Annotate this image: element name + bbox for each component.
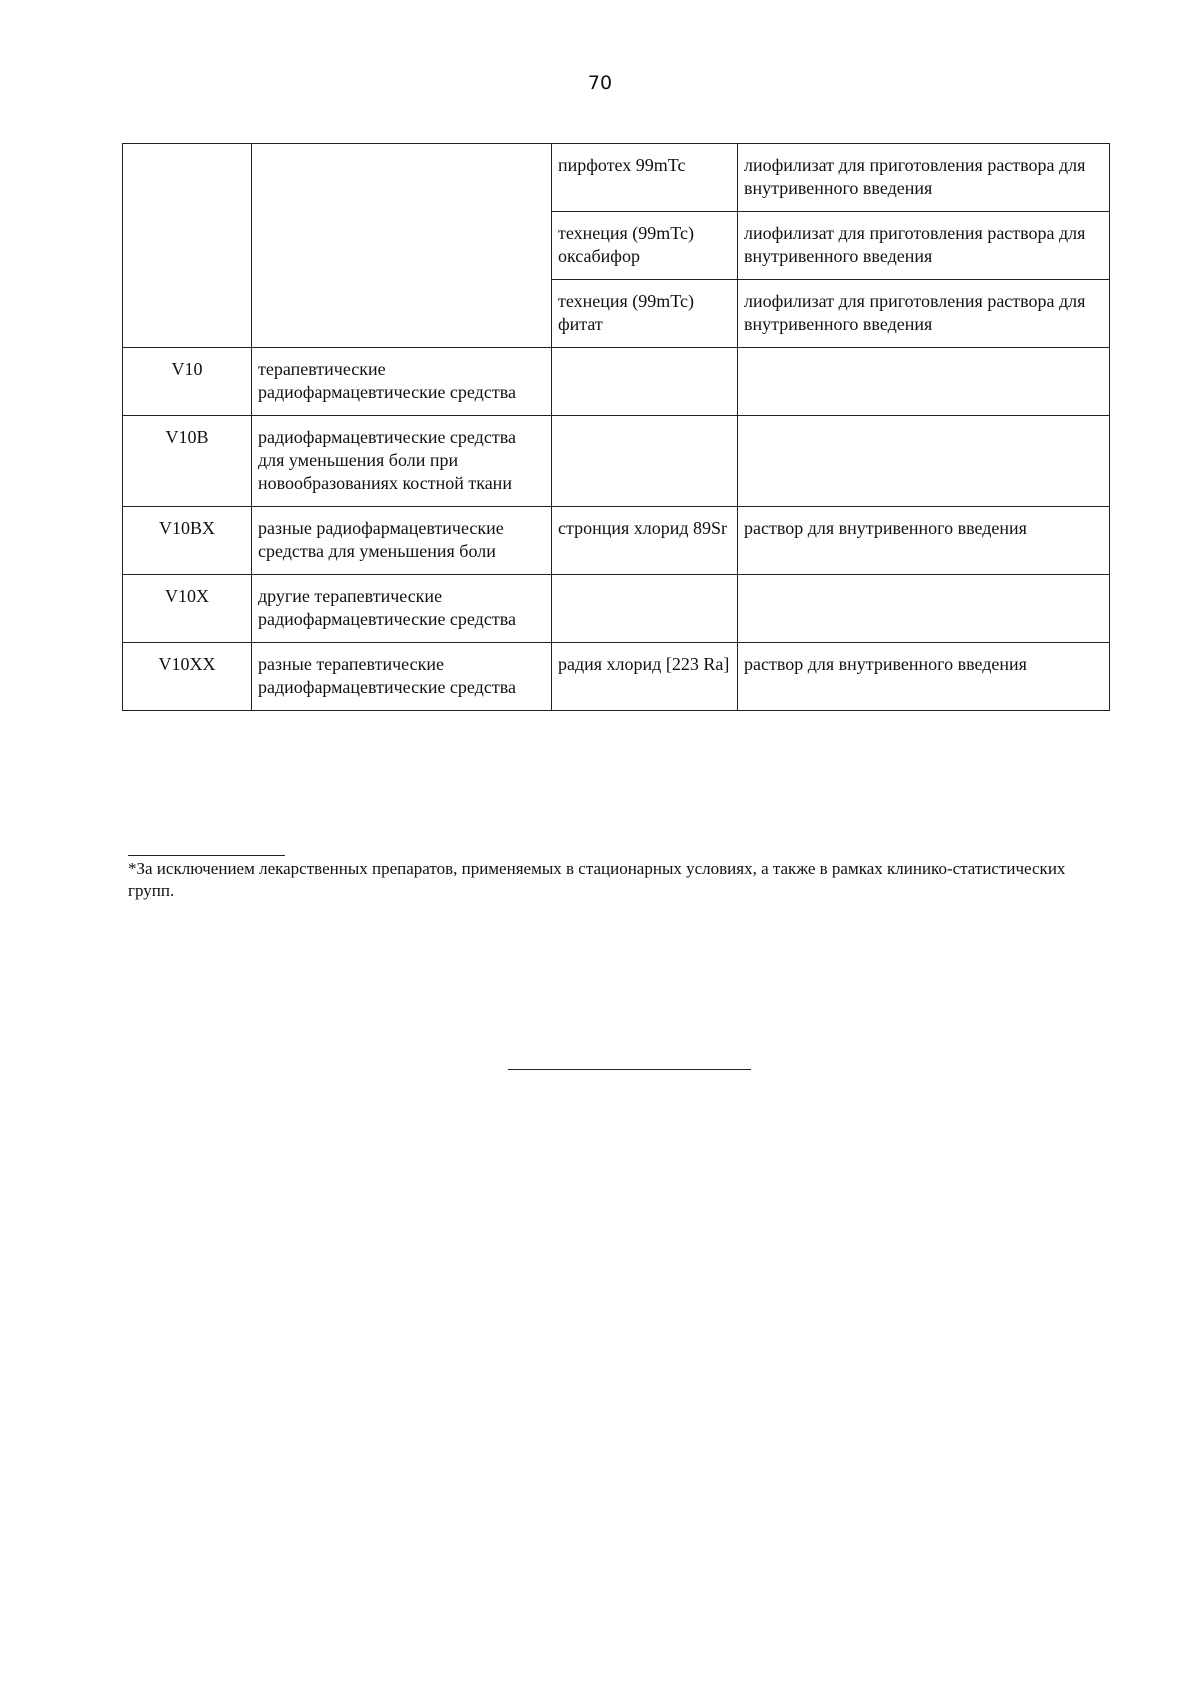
atc-code-cell: V10 [123,348,252,416]
table-row [123,416,1110,507]
group-cell [252,144,552,348]
table-row [123,144,1110,212]
atc-code-cell [123,144,252,348]
form-cell: лиофилизат для приготовления раствора для внутривенного введения [738,212,1110,280]
group-cell: разные терапевтические радиофармацевтические средства [252,643,552,711]
group-cell: разные радиофармацевтические средства для уменьшения боли [252,507,552,575]
form-cell: лиофилизат для приготовления раствора для внутривенного введения [738,280,1110,348]
drug-cell: пирфотех 99mTc [552,144,738,212]
drug-cell [552,416,738,507]
group-cell: радиофармацевтические средства для уменьшения боли при новообразованиях костной ткани [252,416,552,507]
atc-code-cell: V10X [123,575,252,643]
form-cell: раствор для внутривенного введения [738,507,1110,575]
form-cell: лиофилизат для приготовления раствора для внутривенного введения [738,144,1110,212]
drug-cell [552,348,738,416]
page-number: 70 [587,72,613,94]
group-cell: другие терапевтические радиофармацевтические средства [252,575,552,643]
form-cell [738,416,1110,507]
table-row [123,643,1110,711]
drug-cell [552,575,738,643]
drug-table [122,143,1110,711]
footnote-divider [128,855,285,856]
drug-cell: радия хлорид [223 Ra] [552,643,738,711]
form-cell: раствор для внутривенного введения [738,643,1110,711]
group-cell: терапевтические радиофармацевтические средства [252,348,552,416]
drug-cell: стронция хлорид 89Sr [552,507,738,575]
footnote: *За исключением лекарственных препаратов, применяемых в стационарных условиях, а также в рамках клинико-статистических групп. [128,859,1066,900]
atc-code-cell: V10B [123,416,252,507]
table-row [123,507,1110,575]
drug-cell: технеция (99mTc) оксабифор [552,212,738,280]
table-row [123,348,1110,416]
drug-cell: технеция (99mTc) фитат [552,280,738,348]
atc-code-cell: V10XX [123,643,252,711]
end-of-section-rule [508,1069,751,1070]
atc-code-cell: V10BX [123,507,252,575]
form-cell [738,348,1110,416]
form-cell [738,575,1110,643]
table-row [123,575,1110,643]
